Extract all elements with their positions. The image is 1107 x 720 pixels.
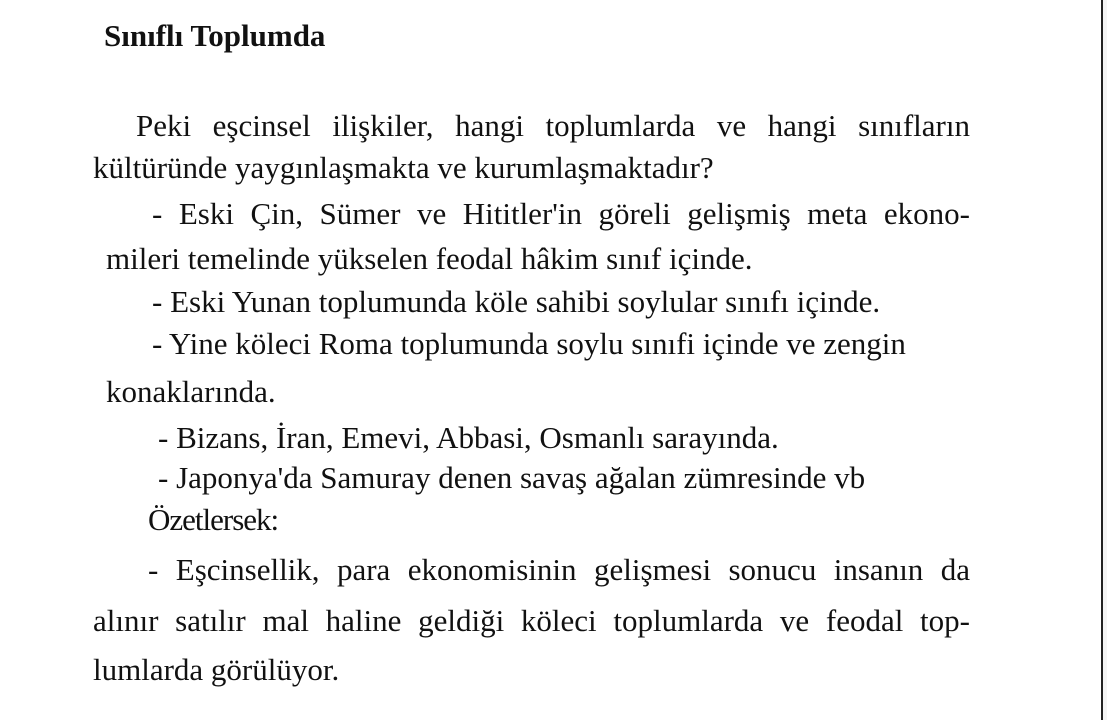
text-line-12: alınır satılır mal haline geldiği köleci toplumlarda ve feodal top- bbox=[93, 603, 970, 638]
text-line-8: - Bizans, İran, Emevi, Abbasi, Osmanlı sarayında. bbox=[158, 420, 779, 455]
text-line-6: - Yine köleci Roma toplumunda soylu sınıfi içinde ve zengin bbox=[152, 326, 906, 361]
text-line-2: kültüründe yaygınlaşmakta ve kurumlaşmaktadır? bbox=[93, 150, 714, 185]
text-line-4: mileri temelinde yükselen feodal hâkim sınıf içinde. bbox=[106, 241, 753, 276]
section-heading: Sınıflı Toplumda bbox=[104, 18, 326, 53]
text-line-5: - Eski Yunan toplumunda köle sahibi soylular sınıfı içinde. bbox=[152, 284, 881, 319]
text-line-9: - Japonya'da Samuray denen savaş ağalan zümresinde vb bbox=[158, 460, 866, 495]
text-line-13: lumlarda görülüyor. bbox=[93, 652, 340, 687]
text-line-11: - Eşcinsellik, para ekonomisinin gelişmesi sonucu insanın da bbox=[148, 552, 970, 587]
text-line-10: Özetlersek: bbox=[148, 502, 279, 537]
text-line-7: konaklarında. bbox=[106, 374, 276, 409]
text-line-1: Peki eşcinsel ilişkiler, hangi toplumlarda ve hangi sınıfların bbox=[136, 108, 970, 143]
page-edge-rule bbox=[1093, 0, 1107, 720]
text-line-3: - Eski Çin, Sümer ve Hititler'in göreli gelişmiş meta ekono- bbox=[152, 196, 970, 231]
